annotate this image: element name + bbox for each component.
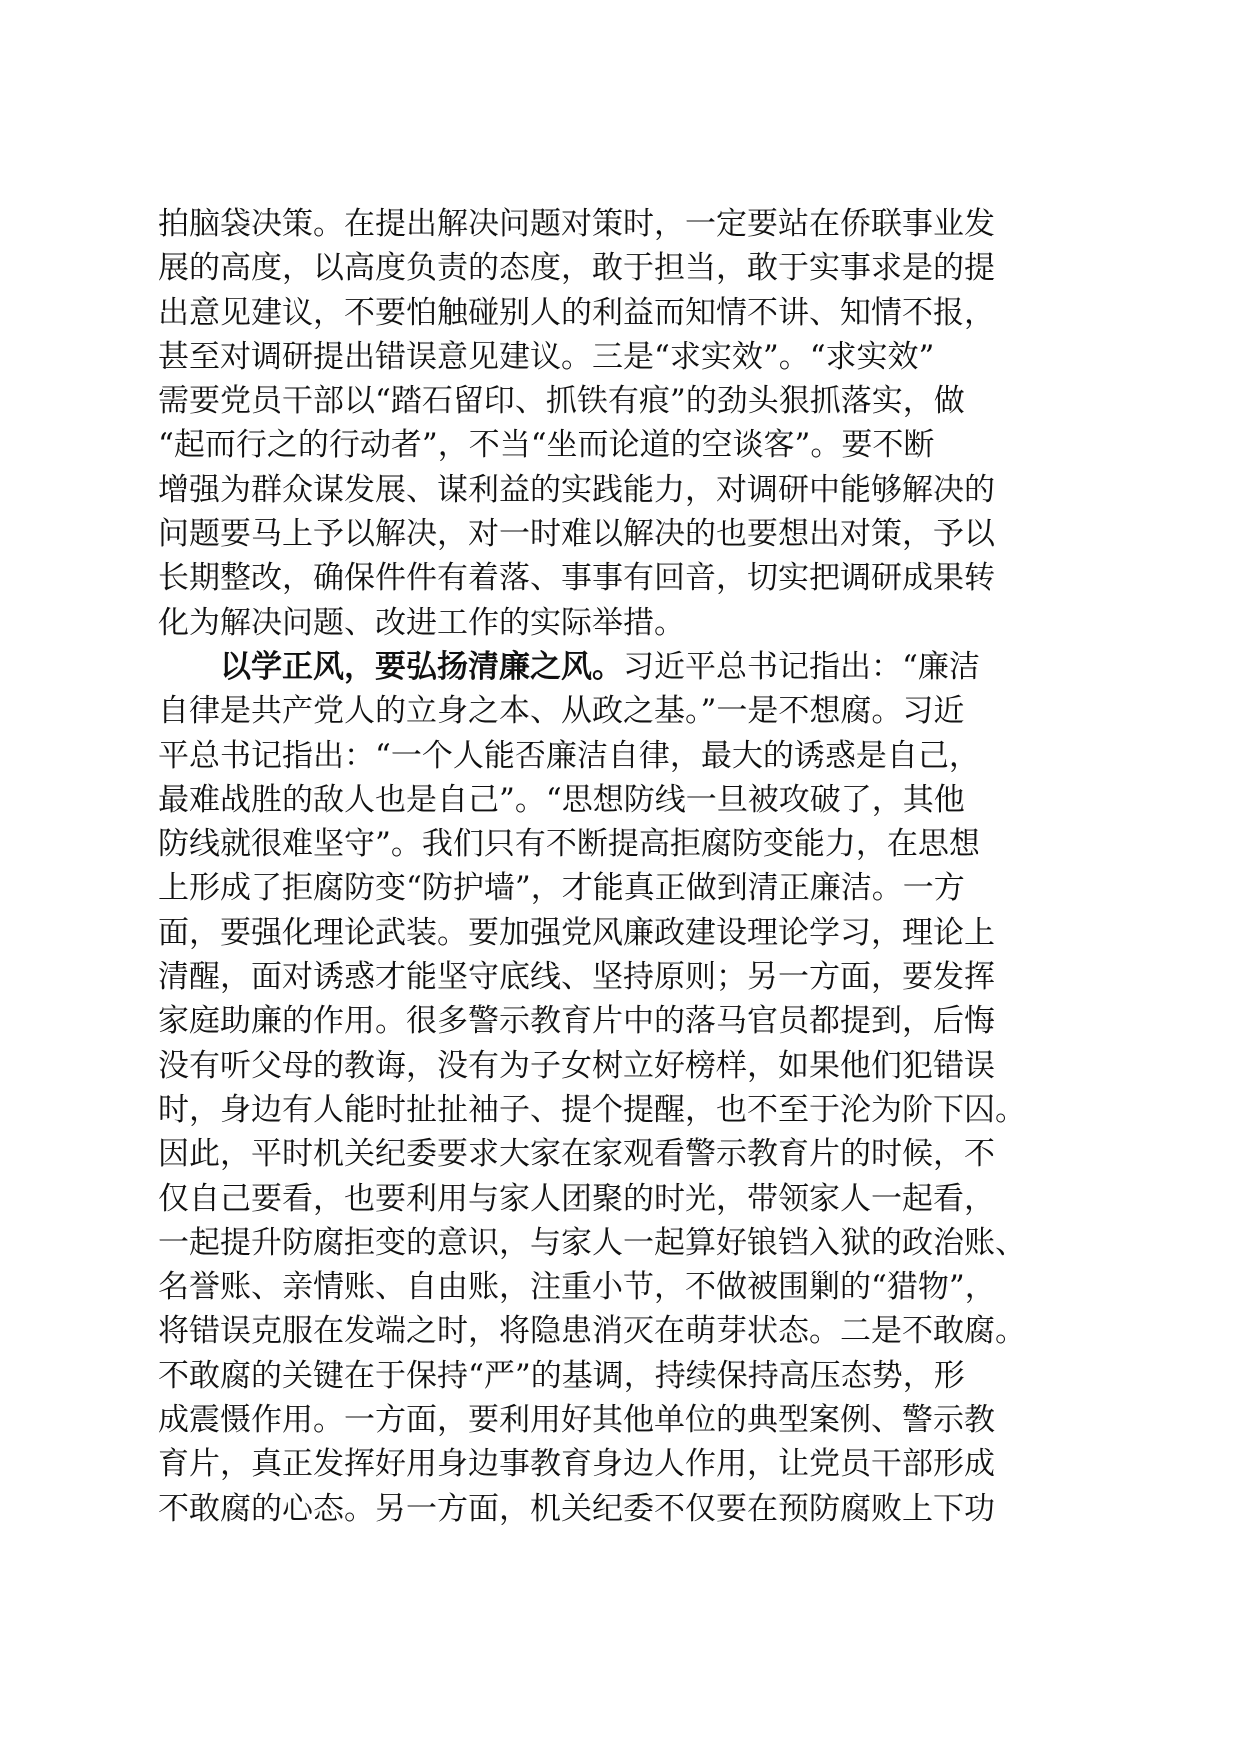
text-line: 需要党员干部以“踏石留印、抓铁有痕”的劲头狠抓落实，做 — [158, 383, 965, 420]
text-line: 长期整改，确保件件有着落、事事有回音，切实把调研成果转 — [158, 560, 995, 597]
text-line: 问题要马上予以解决，对一时难以解决的也要想出对策，予以 — [158, 516, 995, 553]
text-line: 增强为群众谋发展、谋利益的实践能力，对调研中能够解决的 — [158, 471, 995, 508]
text-line: 面，要强化理论武装。要加强党风廉政建设理论学习，理论上 — [158, 914, 995, 951]
text-line: 化为解决问题、改进工作的实际举措。 — [158, 604, 685, 641]
text-line: 不敢腐的关键在于保持“严”的基调，持续保持高压态势，形 — [158, 1357, 965, 1394]
text-line: 家庭助廉的作用。很多警示教育片中的落马官员都提到，后悔 — [158, 1003, 995, 1040]
heading-continuation: 习近平总书记指出：“廉洁 — [623, 648, 980, 685]
text-line: 拍脑袋决策。在提出解决问题对策时，一定要站在侨联事业发 — [158, 206, 995, 242]
text-line: 将错误克服在发端之时，将隐患消灭在萌芽状态。二是不敢腐。 — [158, 1313, 1026, 1350]
text-line: 最难战胜的敌人也是自己”。“思想防线一旦被攻破了，其他 — [158, 781, 965, 818]
text-line: 因此，平时机关纪委要求大家在家观看警示教育片的时候，不 — [158, 1136, 995, 1173]
text-line: 出意见建议，不要怕触碰别人的利益而知情不讲、知情不报， — [158, 294, 995, 331]
paragraph-heading: 以学正风，要弘扬清廉之风。 — [220, 648, 623, 685]
text-line: 时，身边有人能时扯扯袖子、提个提醒，也不至于沦为阶下囚。 — [158, 1091, 1026, 1128]
text-line: 不敢腐的心态。另一方面，机关纪委不仅要在预防腐败上下功 — [158, 1490, 995, 1527]
paragraph-integrity — [158, 645, 1088, 1531]
text-line: 育片，真正发挥好用身边事教育身边人作用，让党员干部形成 — [158, 1446, 995, 1483]
text-line: 清醒，面对诱惑才能坚守底线、坚持原则；另一方面，要发挥 — [158, 959, 995, 996]
text-line: 仅自己要看，也要利用与家人团聚的时光，带领家人一起看， — [158, 1180, 995, 1217]
text-line: 没有听父母的教诲，没有为子女树立好榜样，如果他们犯错误 — [158, 1047, 995, 1084]
text-line: 甚至对调研提出错误意见建议。三是“求实效”。“求实效” — [158, 338, 935, 375]
text-line: “起而行之的行动者”，不当“坐而论道的空谈客”。要不断 — [158, 427, 935, 464]
text-line: 平总书记指出：“一个人能否廉洁自律，最大的诱惑是自己， — [158, 737, 980, 774]
text-line: 成震慑作用。一方面，要利用好其他单位的典型案例、警示教 — [158, 1402, 995, 1439]
paragraph-research — [158, 202, 1088, 645]
body-text — [158, 202, 1088, 1531]
text-line: 一起提升防腐拒变的意识，与家人一起算好锒铛入狱的政治账、 — [158, 1224, 1026, 1261]
paragraph-first-line — [158, 645, 1088, 689]
text-line: 防线就很难坚守”。我们只有不断提高拒腐防变能力，在思想 — [158, 826, 980, 863]
text-line: 上形成了拒腐防变“防护墙”，才能真正做到清正廉洁。一方 — [158, 870, 965, 907]
text-line: 名誉账、亲情账、自由账，注重小节，不做被围剿的“猎物”， — [158, 1269, 996, 1306]
text-line: 展的高度，以高度负责的态度，敢于担当，敢于实事求是的提 — [158, 250, 995, 287]
text-line: 自律是共产党人的立身之本、从政之基。”一是不想腐。习近 — [158, 693, 965, 730]
